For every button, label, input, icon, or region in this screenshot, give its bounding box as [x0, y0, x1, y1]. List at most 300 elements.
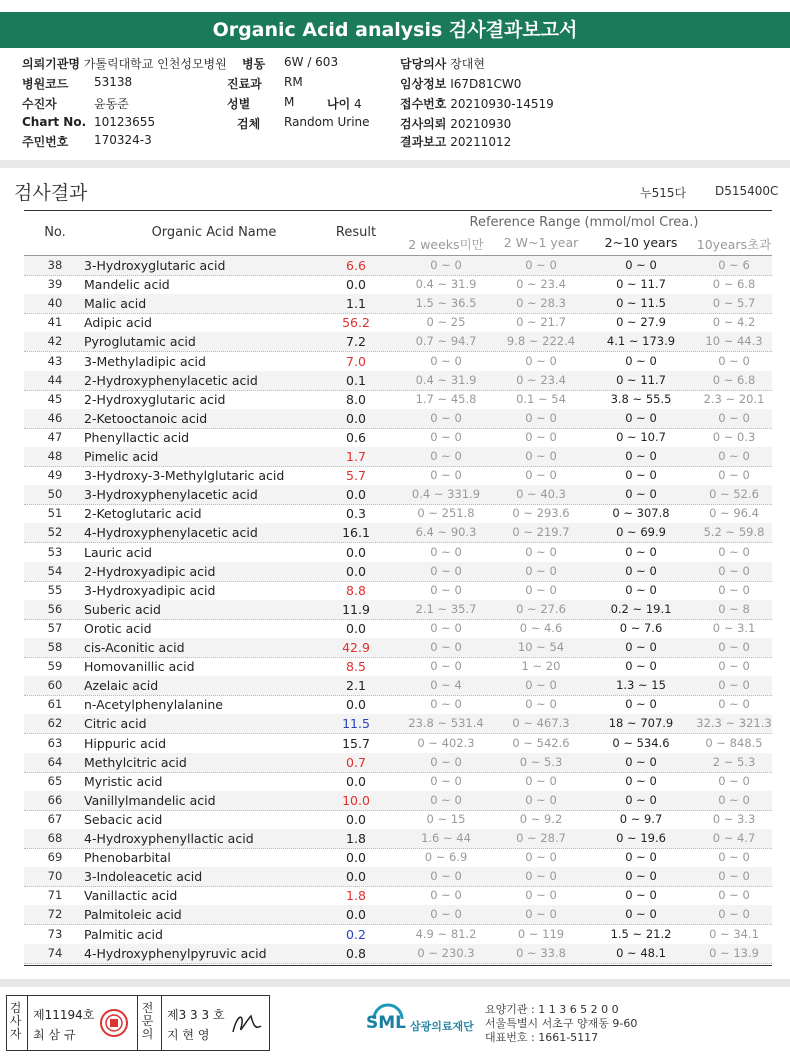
result-value: 0.0 — [346, 907, 366, 923]
sex-label: 성별 — [227, 97, 251, 111]
row-number: 72 — [47, 907, 63, 922]
ref-range-2w-1y: 0.1 ~ 54 — [516, 391, 566, 406]
ref-range-2w-1y: 0 ~ 0 — [525, 792, 557, 807]
table-row — [24, 332, 772, 352]
acid-name: cis-Aconitic acid — [84, 640, 185, 655]
ref-range-under-2w: 0 ~ 0 — [430, 869, 462, 884]
ref-range-2-10y: 0 ~ 0 — [625, 468, 657, 483]
table-row — [24, 600, 772, 620]
signature-scribble-icon — [229, 1008, 265, 1038]
row-number: 57 — [47, 620, 63, 635]
row-number: 42 — [47, 334, 63, 349]
table-row — [24, 772, 772, 792]
request-label: 검사의뢰 — [400, 117, 447, 131]
ref-range-over-10y: 0 ~ 5.7 — [712, 296, 756, 311]
table-row — [24, 829, 772, 849]
acid-name: 2-Ketoglutaric acid — [84, 506, 202, 522]
ref-range-2w-1y: 0 ~ 0 — [525, 773, 557, 788]
ref-range-under-2w: 0 ~ 0 — [430, 754, 462, 769]
result-value: 8.0 — [346, 391, 366, 407]
row-number: 40 — [47, 296, 63, 311]
resident-label: 주민번호 — [22, 135, 69, 149]
ref-range-2-10y: 0 ~ 11.7 — [616, 372, 666, 387]
acid-name: Malic acid — [84, 296, 147, 312]
table-row — [24, 543, 772, 563]
ref-range-2w-1y: 0 ~ 28.7 — [516, 831, 566, 845]
ref-range-under-2w: 0 ~ 6.9 — [424, 850, 468, 865]
row-number: 47 — [47, 429, 63, 444]
row-number: 46 — [47, 410, 63, 425]
ref-range-2w-1y: 0 ~ 0 — [525, 258, 557, 272]
ref-range-over-10y: 0 ~ 0 — [718, 888, 750, 903]
acid-name: Palmitoleic acid — [84, 907, 182, 923]
row-number: 71 — [47, 888, 63, 903]
row-number: 53 — [47, 544, 63, 559]
table-row — [24, 371, 772, 391]
ref-range-2-10y: 0 ~ 0 — [625, 582, 657, 597]
org-name: 삼광의료재단 — [410, 1020, 474, 1033]
ref-range-2w-1y: 0 ~ 0 — [525, 429, 557, 444]
acid-name: Orotic acid — [84, 620, 152, 636]
ref-range-under-2w: 0 ~ 0 — [430, 563, 462, 578]
row-number: 59 — [47, 659, 63, 674]
ref-range-2w-1y: 0 ~ 0 — [525, 468, 557, 483]
result-value: 0.8 — [346, 945, 366, 961]
ref-range-2-10y: 1.3 ~ 15 — [616, 678, 666, 693]
signature-box — [6, 995, 270, 1051]
logo-text: SML — [366, 1013, 406, 1033]
ref-range-2w-1y: 0 ~ 28.3 — [516, 296, 566, 311]
result-value: 7.2 — [346, 334, 366, 350]
result-value: 11.9 — [342, 601, 370, 617]
ref-range-over-10y: 0 ~ 0 — [718, 869, 750, 884]
acid-name: 2-Hydroxyadipic acid — [84, 563, 216, 579]
acid-name: Methylcitric acid — [84, 754, 187, 770]
ref-range-over-10y: 0 ~ 13.9 — [709, 945, 759, 960]
ref-range-2-10y: 0 ~ 69.9 — [616, 525, 666, 540]
ref-range-under-2w: 0 ~ 0 — [430, 468, 462, 483]
ref-range-over-10y: 5.2 ~ 59.8 — [703, 525, 765, 540]
acid-name: Suberic acid — [84, 601, 161, 617]
ref-range-under-2w: 0 ~ 0 — [430, 410, 462, 425]
sex-value: M — [284, 95, 295, 109]
ref-range-2w-1y: 0 ~ 0 — [525, 544, 557, 559]
ref-range-over-10y: 0 ~ 0 — [718, 640, 750, 654]
row-number: 60 — [47, 678, 63, 693]
clinical-value: I67D81CW0 — [450, 77, 522, 91]
ref-range-2w-1y: 0 ~ 9.2 — [519, 811, 563, 826]
acid-name: Lauric acid — [84, 544, 152, 560]
table-row — [24, 294, 772, 314]
ref-range-over-10y: 0 ~ 34.1 — [709, 926, 759, 941]
ward-label: 병동 — [242, 57, 266, 71]
doctor-number: 제3 3 3 호 — [167, 1008, 225, 1022]
row-number: 68 — [47, 831, 63, 845]
ref-range-under-2w: 0 ~ 230.3 — [417, 945, 475, 960]
result-value: 1.1 — [346, 296, 366, 312]
patient-label: 수진자 — [22, 97, 57, 111]
ward-value: 6W / 603 — [284, 55, 339, 69]
ref-range-2-10y: 18 ~ 707.9 — [608, 716, 674, 731]
ref-range-2-10y: 0 ~ 0 — [625, 353, 657, 368]
ref-range-over-10y: 0 ~ 3.3 — [712, 811, 756, 826]
result-value: 0.3 — [346, 506, 366, 522]
ref-range-2-10y: 0 ~ 0 — [625, 754, 657, 769]
ref-range-under-2w: 0 ~ 0 — [430, 773, 462, 788]
acid-name: Azelaic acid — [84, 678, 159, 694]
result-value: 0.2 — [346, 926, 366, 942]
row-number: 65 — [47, 773, 63, 788]
report-value: 20211012 — [450, 135, 512, 149]
table-header — [24, 210, 772, 256]
row-number: 74 — [47, 945, 63, 960]
hospital-label: 의뢰기관명 — [22, 57, 80, 71]
acid-name: 2-Hydroxyglutaric acid — [84, 391, 226, 407]
ref-range-2-10y: 0 ~ 0 — [625, 449, 657, 463]
result-value: 2.1 — [346, 678, 366, 694]
table-row — [24, 925, 772, 945]
result-value: 1.8 — [346, 888, 366, 904]
ref-range-2w-1y: 0 ~ 0 — [525, 563, 557, 578]
acid-name: Homovanillic acid — [84, 659, 195, 675]
result-value: 6.6 — [346, 258, 366, 273]
acid-name: 4-Hydroxyphenyllactic acid — [84, 831, 254, 846]
table-row — [24, 275, 772, 295]
result-value: 16.1 — [342, 525, 370, 541]
ref-range-2-10y: 1.5 ~ 21.2 — [610, 926, 672, 941]
ref-range-over-10y: 0 ~ 0 — [718, 792, 750, 807]
ref-range-over-10y: 0 ~ 0 — [718, 353, 750, 368]
table-row — [24, 447, 772, 467]
header-range-3: 2~10 years — [604, 235, 678, 250]
table-row — [24, 256, 772, 276]
row-number: 73 — [47, 926, 63, 941]
ref-range-2w-1y: 0 ~ 5.3 — [519, 754, 563, 769]
acid-name: Vanillactic acid — [84, 888, 178, 904]
table-row — [24, 390, 772, 410]
chart-value: 10123655 — [94, 115, 156, 129]
ref-range-2w-1y: 0 ~ 23.4 — [516, 277, 566, 292]
ref-range-over-10y: 0 ~ 0 — [718, 697, 750, 712]
ref-range-2-10y: 0 ~ 27.9 — [616, 315, 666, 330]
table-row — [24, 676, 772, 696]
row-number: 45 — [47, 391, 63, 406]
ref-range-under-2w: 0.4 ~ 331.9 — [411, 487, 481, 502]
result-value: 0.0 — [346, 620, 366, 636]
age-label: 나이 — [327, 97, 351, 111]
row-number: 62 — [47, 716, 63, 731]
ref-range-under-2w: 0.7 ~ 94.7 — [415, 334, 477, 349]
ref-range-2-10y: 0 ~ 0 — [625, 487, 657, 502]
ref-range-over-10y: 0 ~ 3.1 — [712, 620, 756, 635]
ref-range-under-2w: 0 ~ 0 — [430, 620, 462, 635]
header-reference: Reference Range (mmol/mol Crea.) — [469, 215, 699, 230]
row-number: 67 — [47, 811, 63, 826]
patient-value: 윤동준 — [94, 97, 129, 111]
result-value: 0.7 — [346, 754, 366, 770]
ref-range-under-2w: 0 ~ 0 — [430, 792, 462, 807]
ref-range-2w-1y: 0 ~ 0 — [525, 449, 557, 463]
ref-range-under-2w: 1.5 ~ 36.5 — [415, 296, 477, 311]
report-title: Organic Acid analysis 검사결과보고서 — [0, 12, 790, 48]
row-number: 64 — [47, 754, 63, 769]
doctor-name: 지 현 영 — [167, 1028, 210, 1042]
acid-name: 4-Hydroxyphenylacetic acid — [84, 525, 258, 541]
result-value: 0.0 — [346, 773, 366, 789]
ref-range-under-2w: 1.6 ~ 44 — [421, 831, 471, 845]
header-range-4: 10years초과 — [696, 237, 772, 252]
acid-name: 3-Hydroxyphenylacetic acid — [84, 487, 258, 503]
table-row — [24, 734, 772, 754]
row-number: 69 — [47, 850, 63, 865]
table-row — [24, 638, 772, 658]
ref-range-2-10y: 0 ~ 0 — [625, 907, 657, 922]
result-value: 56.2 — [342, 315, 370, 331]
result-value: 8.8 — [346, 582, 366, 598]
ref-range-2w-1y: 0 ~ 0 — [525, 697, 557, 712]
result-value: 0.0 — [346, 811, 366, 827]
section-title: 검사결과 — [14, 182, 88, 204]
ref-range-under-2w: 2.1 ~ 35.7 — [415, 601, 477, 616]
ref-range-under-2w: 0 ~ 0 — [430, 640, 462, 654]
ref-range-under-2w: 0 ~ 0 — [430, 258, 462, 272]
ref-range-2-10y: 0 ~ 7.6 — [619, 620, 663, 635]
result-value: 0.0 — [346, 487, 366, 503]
row-number: 56 — [47, 601, 63, 616]
ref-range-under-2w: 0 ~ 0 — [430, 907, 462, 922]
doctor-label: 담당의사 — [400, 57, 447, 71]
ref-range-over-10y: 0 ~ 0 — [718, 410, 750, 425]
ref-range-2-10y: 0 ~ 0 — [625, 888, 657, 903]
section-code-2: D515400C — [715, 184, 779, 198]
ref-range-2w-1y: 1 ~ 20 — [521, 659, 561, 674]
ref-range-under-2w: 4.9 ~ 81.2 — [415, 926, 477, 941]
separator-bar — [0, 160, 790, 168]
acid-name: Mandelic acid — [84, 277, 170, 293]
acid-name: Citric acid — [84, 716, 147, 732]
doctor-sign-label-text: 전문의 — [141, 1001, 154, 1041]
table-row — [24, 886, 772, 906]
table-row — [24, 905, 772, 925]
ref-range-2w-1y: 0 ~ 0 — [525, 869, 557, 884]
ref-range-under-2w: 0 ~ 4 — [430, 678, 462, 693]
table-row — [24, 867, 772, 887]
acid-name: Pyroglutamic acid — [84, 334, 196, 350]
ref-range-over-10y: 0 ~ 0.3 — [712, 429, 756, 444]
result-value: 0.0 — [346, 563, 366, 579]
row-number: 61 — [47, 697, 63, 712]
inspector-seal-icon — [99, 1008, 129, 1038]
ref-range-2-10y: 3.8 ~ 55.5 — [610, 391, 672, 406]
table-row — [24, 466, 772, 486]
ref-range-over-10y: 0 ~ 0 — [718, 563, 750, 578]
row-number: 55 — [47, 582, 63, 597]
ref-range-2w-1y: 0 ~ 40.3 — [516, 487, 566, 502]
ref-range-under-2w: 23.8 ~ 531.4 — [408, 716, 484, 731]
row-number: 54 — [47, 563, 63, 578]
acid-name: Palmitic acid — [84, 926, 163, 942]
ref-range-2-10y: 0 ~ 0 — [625, 563, 657, 578]
doctor-sign-label — [141, 1002, 157, 1041]
row-number: 51 — [47, 506, 63, 521]
resident-value: 170324-3 — [94, 133, 152, 147]
acid-name: Hippuric acid — [84, 735, 167, 751]
acid-name: Vanillylmandelic acid — [84, 792, 216, 808]
ref-range-2-10y: 0.2 ~ 19.1 — [610, 601, 672, 616]
ref-range-over-10y: 10 ~ 44.3 — [705, 334, 763, 349]
ref-range-under-2w: 0 ~ 402.3 — [417, 735, 475, 750]
ref-range-2-10y: 0 ~ 0 — [625, 697, 657, 712]
row-number: 50 — [47, 487, 63, 502]
org-line-2: 서울특별시 서초구 양재동 9-60 — [485, 1017, 638, 1030]
ref-range-over-10y: 0 ~ 6.8 — [712, 277, 756, 292]
row-number: 58 — [47, 640, 63, 654]
ref-range-2w-1y: 0 ~ 0 — [525, 582, 557, 597]
acid-name: Sebacic acid — [84, 811, 163, 827]
result-value: 42.9 — [342, 640, 370, 655]
hospital-value: 가톨릭대학교 인천성모병원 — [83, 57, 227, 71]
ref-range-under-2w: 1.7 ~ 45.8 — [415, 391, 477, 406]
ref-range-2-10y: 0 ~ 0 — [625, 869, 657, 884]
ref-range-2-10y: 0 ~ 307.8 — [612, 506, 670, 521]
result-value: 0.0 — [346, 544, 366, 560]
ref-range-over-10y: 0 ~ 848.5 — [705, 735, 763, 750]
header-no: No. — [44, 225, 66, 240]
ref-range-2-10y: 0 ~ 0 — [625, 792, 657, 807]
ref-range-2-10y: 0 ~ 19.6 — [616, 831, 666, 845]
table-row — [24, 695, 772, 715]
table-bottom-line — [24, 965, 772, 966]
ref-range-2-10y: 0 ~ 0 — [625, 659, 657, 674]
ref-range-over-10y: 0 ~ 0 — [718, 468, 750, 483]
inspector-label — [9, 1002, 25, 1041]
acid-name: Myristic acid — [84, 773, 163, 789]
chart-label: Chart No. — [22, 115, 87, 129]
ref-range-2-10y: 0 ~ 0 — [625, 410, 657, 425]
table-row — [24, 352, 772, 372]
ref-range-under-2w: 0 ~ 0 — [430, 697, 462, 712]
acid-name: 3-Methyladipic acid — [84, 353, 206, 369]
ref-range-under-2w: 0 ~ 25 — [426, 315, 466, 330]
ref-range-2-10y: 0 ~ 9.7 — [619, 811, 663, 826]
ref-range-2w-1y: 0 ~ 0 — [525, 353, 557, 368]
header-range-2: 2 W~1 year — [503, 235, 579, 250]
ref-range-2w-1y: 0 ~ 0 — [525, 888, 557, 903]
acid-name: 3-Hydroxyadipic acid — [84, 582, 216, 598]
ref-range-over-10y: 2.3 ~ 20.1 — [703, 391, 765, 406]
code-label: 병원코드 — [22, 77, 69, 91]
ref-range-under-2w: 0 ~ 0 — [430, 659, 462, 674]
age-value: 4 — [354, 97, 362, 111]
ref-range-2w-1y: 0 ~ 293.6 — [512, 506, 570, 521]
ref-range-2w-1y: 0 ~ 33.8 — [516, 945, 566, 960]
ref-range-under-2w: 0.4 ~ 31.9 — [415, 277, 477, 292]
section-code-1: 누515다 — [640, 186, 687, 200]
result-value: 7.0 — [346, 353, 366, 369]
clinical-label: 임상정보 — [400, 77, 447, 91]
receipt-label: 접수번호 — [400, 97, 447, 111]
ref-range-over-10y: 0 ~ 0 — [718, 582, 750, 597]
table-row — [24, 848, 772, 868]
ref-range-over-10y: 0 ~ 4.2 — [712, 315, 756, 330]
ref-range-under-2w: 0 ~ 0 — [430, 353, 462, 368]
table-row — [24, 485, 772, 505]
result-value: 0.1 — [346, 372, 366, 388]
result-value: 11.5 — [342, 716, 370, 732]
result-value: 8.5 — [346, 659, 366, 675]
row-number: 49 — [47, 468, 63, 483]
ref-range-2w-1y: 0 ~ 0 — [525, 850, 557, 865]
ref-range-2w-1y: 0 ~ 21.7 — [516, 315, 566, 330]
ref-range-under-2w: 0 ~ 0 — [430, 582, 462, 597]
ref-range-over-10y: 0 ~ 0 — [718, 449, 750, 463]
ref-range-2-10y: 0 ~ 0 — [625, 773, 657, 788]
table-row — [24, 313, 772, 333]
report-label: 결과보고 — [400, 135, 447, 149]
result-value: 15.7 — [342, 735, 370, 751]
ref-range-2-10y: 0 ~ 0 — [625, 850, 657, 865]
ref-range-2w-1y: 0 ~ 119 — [517, 926, 565, 941]
ref-range-2-10y: 0 ~ 0 — [625, 258, 657, 272]
table-row — [24, 581, 772, 601]
ref-range-over-10y: 0 ~ 0 — [718, 907, 750, 922]
ref-range-2-10y: 4.1 ~ 173.9 — [606, 334, 676, 349]
ref-range-over-10y: 0 ~ 0 — [718, 773, 750, 788]
ref-range-2w-1y: 10 ~ 54 — [517, 640, 565, 654]
result-value: 0.6 — [346, 429, 366, 445]
doctor-value: 장대현 — [450, 57, 485, 71]
header-result: Result — [335, 225, 377, 240]
footer-separator — [0, 979, 790, 987]
org-details — [485, 1003, 637, 1045]
dept-value: RM — [284, 75, 303, 89]
code-value: 53138 — [94, 75, 133, 89]
ref-range-over-10y: 32.3 ~ 321.3 — [696, 716, 772, 731]
result-value: 0.0 — [346, 869, 366, 885]
ref-range-under-2w: 6.4 ~ 90.3 — [415, 525, 477, 540]
table-row — [24, 619, 772, 639]
ref-range-over-10y: 0 ~ 4.7 — [712, 831, 756, 845]
table-row — [24, 504, 772, 524]
table-row — [24, 791, 772, 811]
result-value: 10.0 — [342, 792, 370, 808]
org-line-3: 대표번호 : 1661-5117 — [485, 1031, 599, 1044]
ref-range-2w-1y: 0 ~ 27.6 — [516, 601, 566, 616]
table-row — [24, 523, 772, 543]
ref-range-under-2w: 0 ~ 0 — [430, 544, 462, 559]
ref-range-2w-1y: 0 ~ 0 — [525, 907, 557, 922]
result-value: 0.0 — [346, 277, 366, 293]
acid-name: 3-Indoleacetic acid — [84, 869, 203, 885]
ref-range-under-2w: 0 ~ 0 — [430, 429, 462, 444]
ref-range-over-10y: 0 ~ 6 — [718, 258, 750, 272]
result-value: 1.7 — [346, 449, 366, 464]
acid-name: 3-Hydroxyglutaric acid — [84, 258, 226, 273]
inspector-label-text: 검사자 — [9, 1001, 22, 1041]
header-range-1: 2 weeks미만 — [408, 237, 484, 252]
ref-range-2-10y: 0 ~ 0 — [625, 640, 657, 654]
ref-range-2w-1y: 0 ~ 23.4 — [516, 372, 566, 387]
acid-name: Phenobarbital — [84, 850, 171, 866]
result-value: 0.0 — [346, 850, 366, 866]
ref-range-2w-1y: 0 ~ 219.7 — [512, 525, 570, 540]
request-value: 20210930 — [450, 117, 512, 131]
row-number: 70 — [47, 869, 63, 884]
ref-range-2w-1y: 0 ~ 542.6 — [512, 735, 570, 750]
inspector-number: 제11194호 — [33, 1008, 95, 1022]
acid-name: Adipic acid — [84, 315, 152, 331]
table-row — [24, 657, 772, 677]
